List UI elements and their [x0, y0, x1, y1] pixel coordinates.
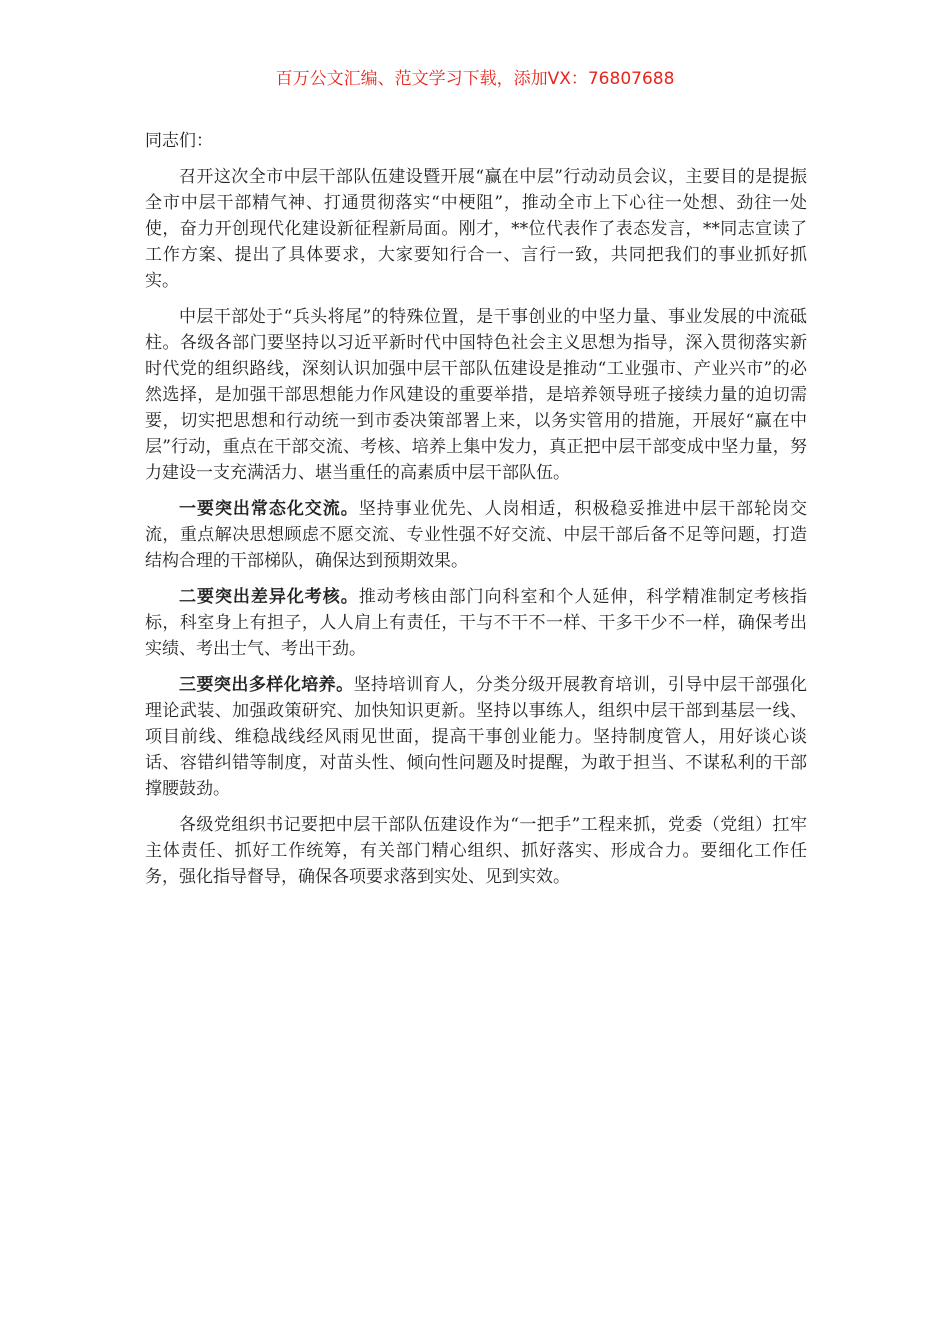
paragraph-text: 坚持培训育人，分类分级开展教育培训，引导中层干部强化理论武装、加强政策研究、加快知识更新。坚持以事练人，组织中层干部到基层一线、项目前线、维稳战线经风雨见世面，提高干事创业能力。坚持制度管人，用好谈心谈话、容错纠错等制度，对苗头性、倾向性问题及时提醒，为敢于担当、不谋私利的干部撑腰鼓劲。: [145, 675, 808, 799]
paragraph-opening: [145, 164, 807, 294]
paragraph-lead: 一要突出常态化交流。: [179, 499, 359, 519]
paragraph-lead: 二要突出差异化考核。: [179, 587, 359, 607]
paragraph-text: 各级党组织书记要把中层干部队伍建设作为“一把手”工程来抓，党委（党组）扛牢主体责任、抓好工作统筹，有关部门精心组织、抓好落实、形成合力。要细化工作任务，强化指导督导，确保各项要求落到实处、见到实效。: [145, 815, 807, 887]
paragraph-text: 召开这次全市中层干部队伍建设暨开展“赢在中层”行动动员会议，主要目的是提振全市中层干部精气神、打通贯彻落实“中梗阻”，推动全市上下心往一处想、劲往一处使，奋力开创现代化建设新征程新局面。刚才，**位代表作了表态发言，**同志宣读了工作方案、提出了具体要求，大家要知行合一、言行一致，共同把我们的事业抓好抓实。: [145, 167, 807, 291]
promo-banner: 百万公文汇编、范文学习下载，添加VX：76807688: [275, 69, 675, 89]
document-body: [145, 128, 807, 900]
paragraph-training: [145, 672, 807, 802]
paragraph-text: 坚持事业优先、人岗相适，积极稳妥推进中层干部轮岗交流，重点解决思想顾虑不愿交流、专业性强不好交流、中层干部后备不足等问题，打造结构合理的干部梯队，确保达到预期效果。: [145, 499, 808, 571]
paragraph-context: [145, 304, 807, 486]
paragraph-text: 中层干部处于“兵头将尾”的特殊位置，是干事创业的中坚力量、事业发展的中流砥柱。各级各部门要坚持以习近平新时代中国特色社会主义思想为指导，深入贯彻落实新时代党的组织路线，深刻认识加强中层干部队伍建设是推动“工业强市、产业兴市”的必然选择，是加强干部思想能力作风建设的重要举措，是培养领导班子接续力量的迫切需要，切实把思想和行动统一到市委决策部署上来，以务实管用的措施，开展好“赢在中层”行动，重点在干部交流、考核、培养上集中发力，真正把中层干部变成中坚力量，努力建设一支充满活力、堪当重任的高素质中层干部队伍。: [145, 307, 807, 483]
paragraph-assessment: [145, 584, 807, 662]
paragraph-lead: 三要突出多样化培养。: [179, 675, 354, 695]
paragraph-text: 推动考核由部门向科室和个人延伸，科学精准制定考核指标，科室身上有担子，人人肩上有责任，干与不干不一样、干多干少不一样，确保考出实绩、考出士气、考出干劲。: [145, 587, 808, 659]
salutation: 同志们：: [145, 131, 213, 151]
paragraph-closing: [145, 812, 807, 890]
paragraph-exchange: [145, 496, 807, 574]
